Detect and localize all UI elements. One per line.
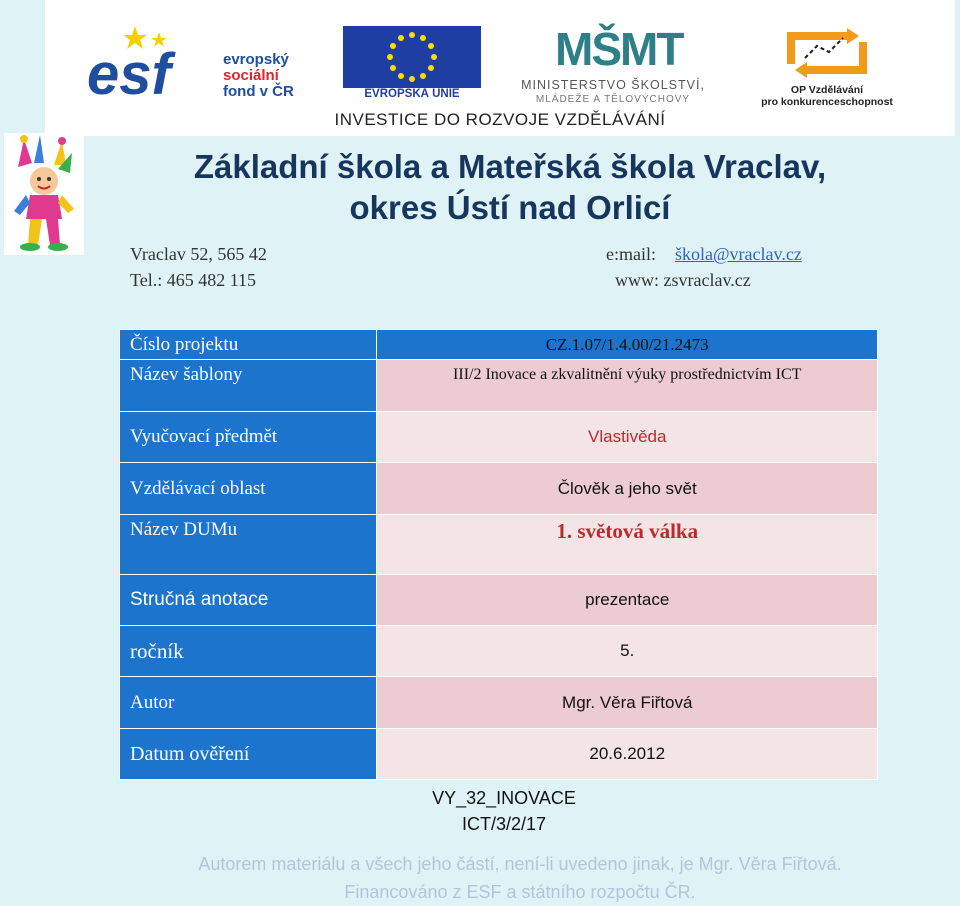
school-phone: Tel.: 465 482 115 [130, 270, 257, 290]
op-line-2: pro konkurenceschopnost [761, 96, 893, 108]
investice-slogan: INVESTICE DO ROZVOJE VZDĚLÁVÁNÍ [334, 110, 666, 129]
www-value: zsvraclav.cz [663, 270, 751, 290]
table-row [120, 626, 878, 677]
authorship-note-line-1: Autorem materiálu a všech jeho částí, není-li uvedeno jinak, je Mgr. Věra Fiřtová. [198, 854, 842, 874]
esf-text [223, 52, 294, 100]
msmt-logo [493, 22, 733, 108]
msmt-mark: MŠMT [555, 23, 683, 75]
table-row [120, 330, 878, 360]
eu-flag-icon [343, 26, 481, 88]
www-label: www: [615, 270, 659, 290]
table-row [120, 412, 878, 463]
esf-logo [87, 22, 337, 107]
material-code [404, 785, 604, 837]
school-email [606, 244, 802, 265]
table-row [120, 575, 878, 626]
row-label-author: Autor [120, 677, 377, 729]
logo-banner [45, 0, 955, 136]
row-value-verification-date: 20.6.2012 [377, 729, 878, 780]
school-address: Vraclav 52, 565 42 [130, 244, 267, 264]
table-row [120, 729, 878, 780]
op-line-1: OP Vzdělávání [790, 84, 864, 96]
eu-logo [343, 26, 481, 104]
row-value-template-name: III/2 Inovace a zkvalitnění výuky prostřednictvím ICT [377, 360, 878, 412]
esf-line-1: evropský [223, 51, 289, 68]
material-code-line-1: VY_32_INOVACE [432, 788, 576, 808]
op-text [747, 84, 907, 108]
row-label-template-name: Název šablony [120, 360, 377, 412]
op-arrows-icon [747, 24, 907, 82]
email-label: e:mail: [606, 244, 656, 264]
row-value-grade: 5. [377, 626, 878, 677]
esf-line-2: sociální [223, 67, 279, 84]
authorship-note-line-2: Financováno z ESF a státního rozpočtu ČR. [344, 882, 696, 902]
school-title-line-2: okres Ústí nad Orlicí [349, 189, 671, 226]
eu-label: EVROPSKÁ UNIE [364, 88, 460, 100]
table-row [120, 463, 878, 515]
row-label-annotation: Stručná anotace [120, 575, 377, 626]
row-value-dum-name: 1. světová válka [377, 515, 878, 575]
email-link[interactable]: škola@vraclav.cz [674, 244, 802, 264]
row-label-subject: Vyučovací předmět [120, 412, 377, 463]
esf-line-3: fond v ČR [223, 83, 294, 100]
row-label-dum-name: Název DUMu [120, 515, 377, 575]
esf-wordmark: esf [87, 42, 171, 107]
table-row [120, 677, 878, 729]
row-value-subject: Vlastivěda [377, 412, 878, 463]
table-row [120, 515, 878, 575]
row-label-grade: ročník [120, 626, 377, 677]
row-value-project-number: CZ.1.07/1.4.00/21.2473 [377, 330, 878, 360]
material-code-line-2: ICT/3/2/17 [461, 814, 547, 834]
table-row [120, 360, 878, 412]
project-info-table [119, 329, 878, 780]
row-label-project-number: Číslo projektu [120, 330, 377, 360]
msmt-line-1: MINISTERSTVO ŠKOLSTVÍ, [521, 78, 705, 92]
school-www [615, 270, 751, 291]
row-label-verification-date: Datum ověření [120, 729, 377, 780]
school-title [90, 146, 930, 228]
authorship-note [140, 850, 900, 906]
row-value-author: Mgr. Věra Fiřtová [377, 677, 878, 729]
row-label-education-area: Vzdělávací oblast [120, 463, 377, 515]
school-title-line-1: Základní škola a Mateřská škola Vraclav, [193, 148, 827, 185]
op-logo [747, 24, 907, 110]
row-value-education-area: Člověk a jeho svět [377, 463, 878, 515]
jester-image [4, 133, 84, 255]
row-value-annotation: prezentace [377, 575, 878, 626]
msmt-line-2: MLÁDEŽE A TĚLOVÝCHOVY [535, 94, 691, 105]
